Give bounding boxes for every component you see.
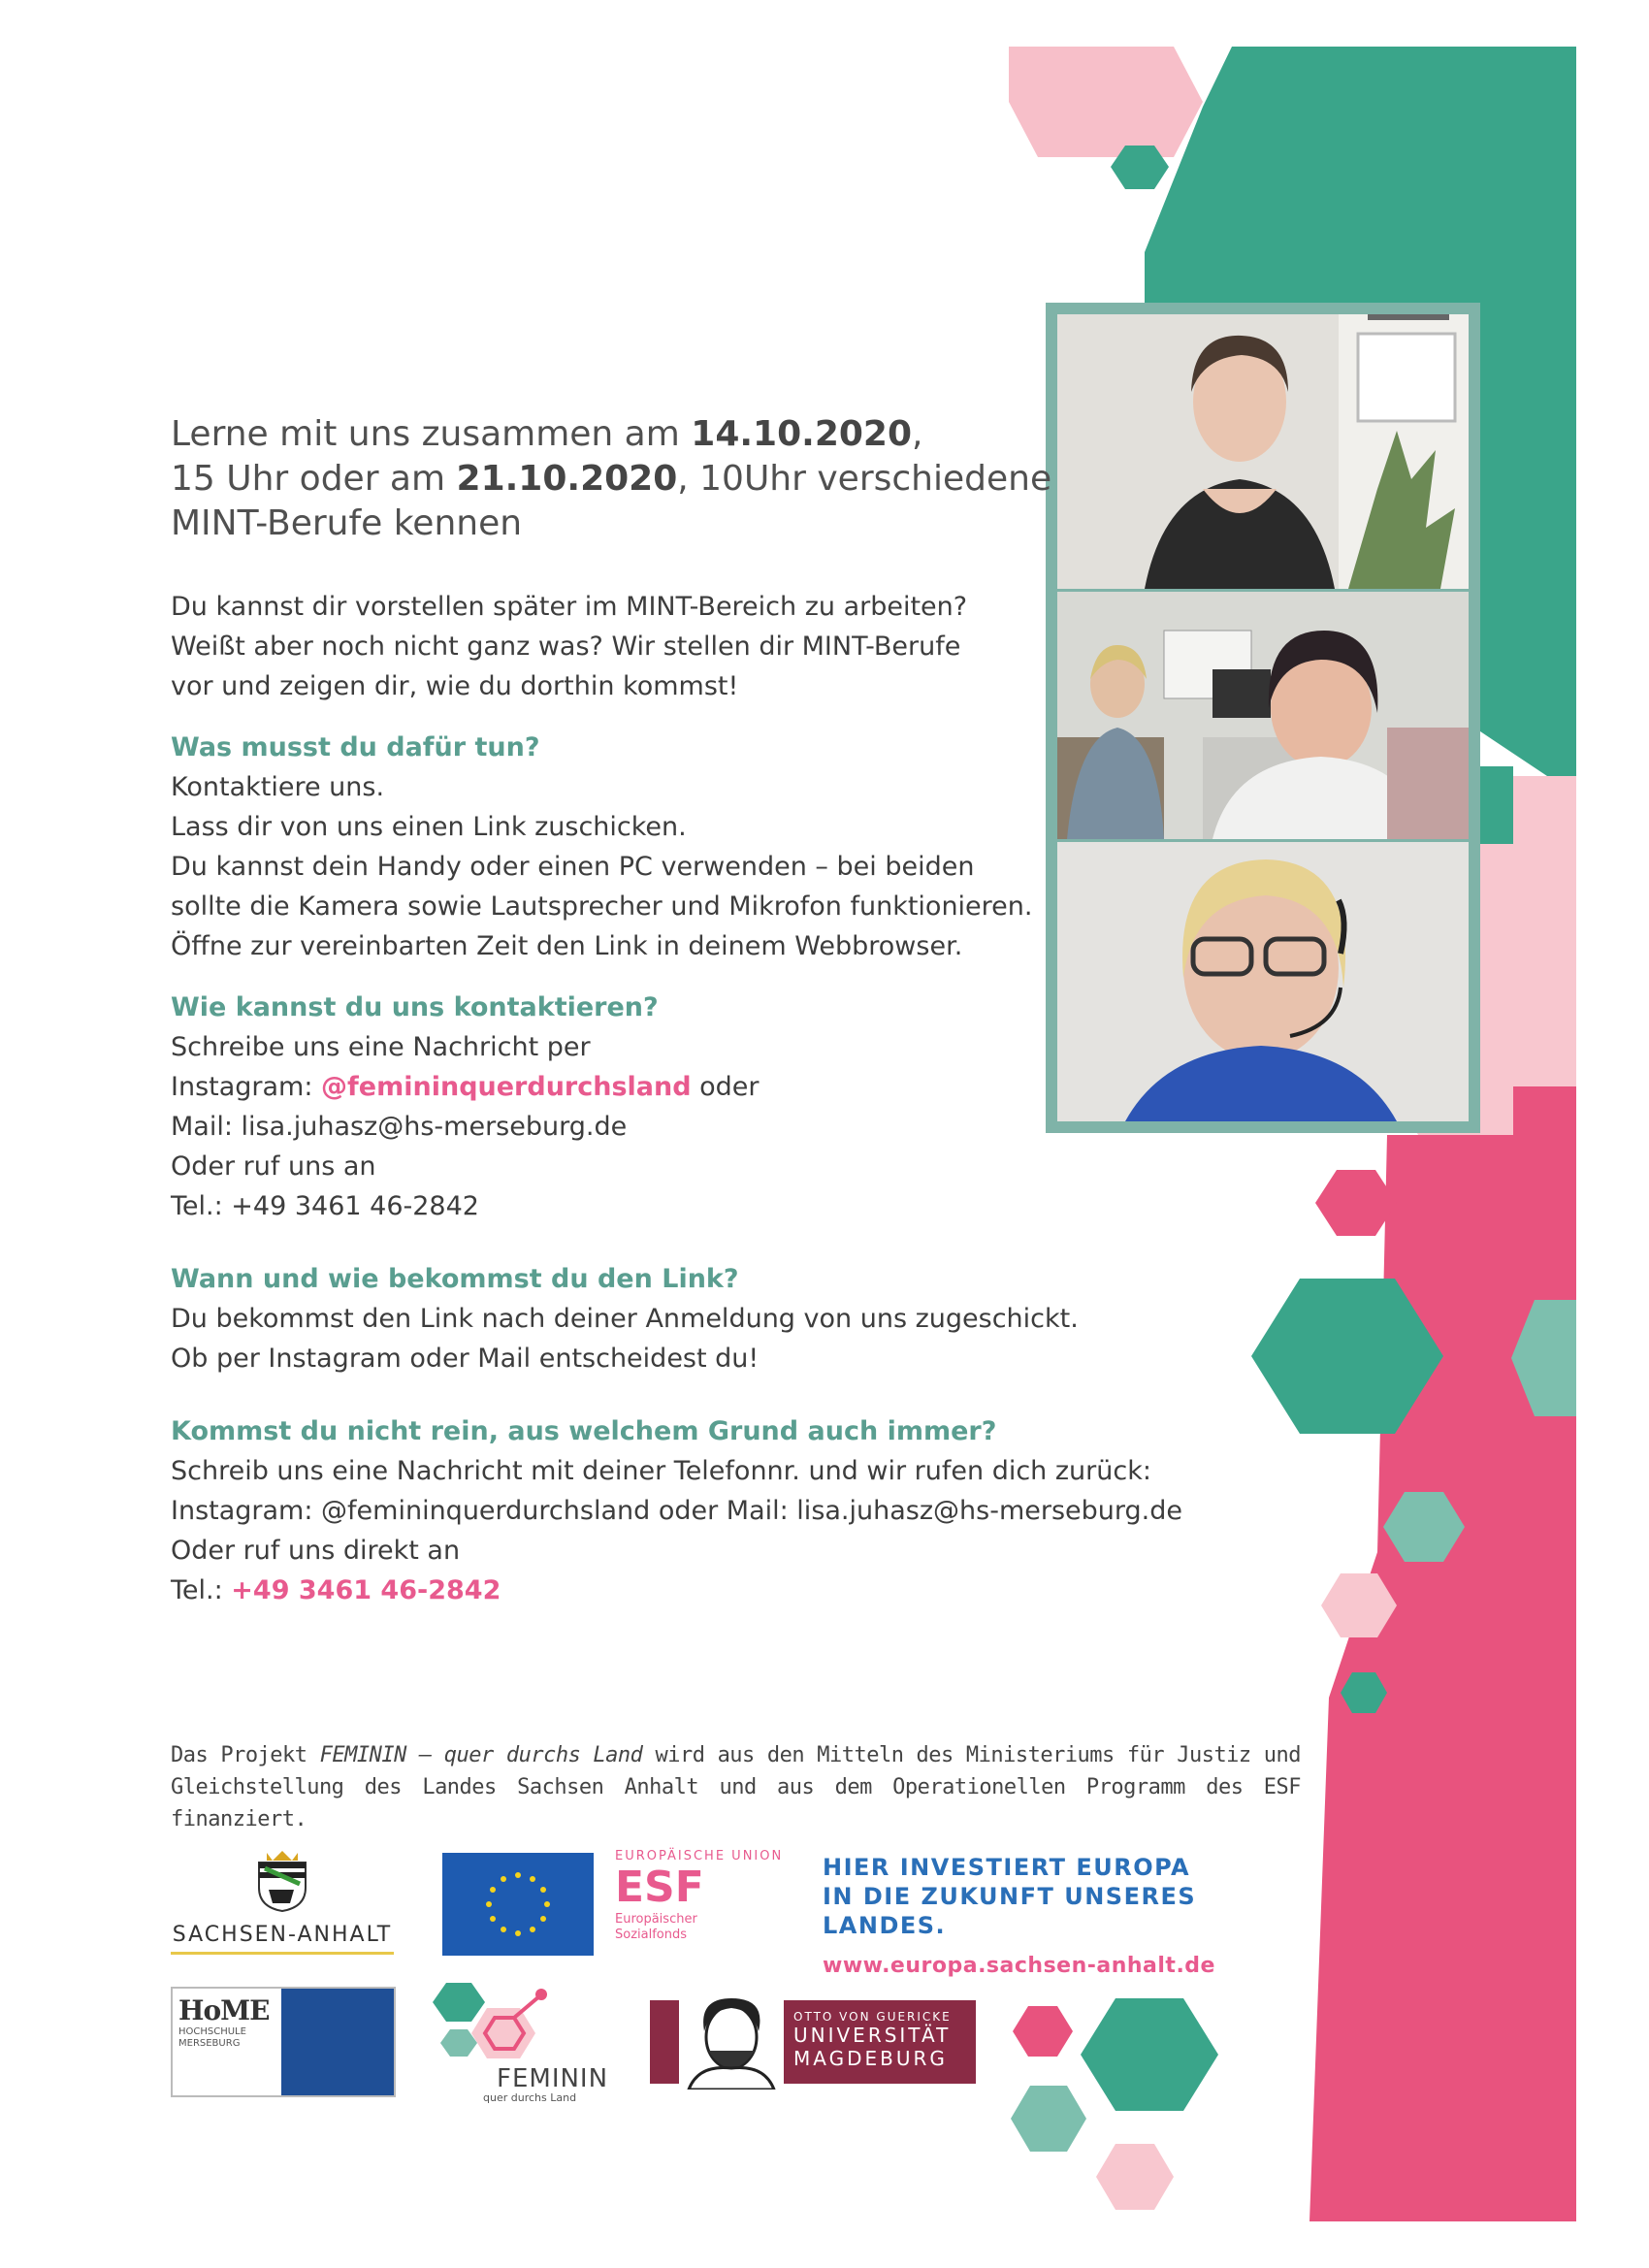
instagram-label: Instagram: <box>171 1072 322 1102</box>
page-title <box>171 412 1189 546</box>
hexagon-teal-bottom <box>1081 1998 1218 2111</box>
ovgu-text <box>793 2010 952 2070</box>
title-text: , 10Uhr verschiedene <box>677 459 1052 499</box>
section1-line: Kontaktiere uns. <box>171 772 385 802</box>
title-line-2 <box>171 457 1189 502</box>
instagram-line <box>171 1067 1189 1107</box>
hexagon-pink-right-edge <box>1513 1086 1576 1232</box>
section1-line: sollte die Kamera sowie Lautsprecher und Mikrofon funktionieren. <box>171 891 1033 922</box>
main-content <box>171 412 1189 1610</box>
section1-line: Du kannst dein Handy oder einen PC verwenden – bei beiden <box>171 852 975 882</box>
invest-line-1: HIER INVESTIERT EUROPA <box>823 1854 1191 1881</box>
home-sub-2: MERSEBURG <box>178 2038 241 2049</box>
esf-eu-label: EUROPÄISCHE UNION <box>615 1849 784 1863</box>
eu-flag-logo <box>442 1853 594 1956</box>
hexagon-pink-small <box>1315 1170 1397 1236</box>
feminin-hexagon-icon <box>433 1979 617 2066</box>
ovgu-line-2: UNIVERSITÄT <box>793 2024 952 2047</box>
feminin-label: FEMININ <box>497 2064 609 2093</box>
date-2: 21.10.2020 <box>456 459 678 499</box>
title-text: 15 Uhr oder am <box>171 459 457 499</box>
intro-line: vor und zeigen dir, wie du dorthin kommst! <box>171 671 739 701</box>
date-1: 14.10.2020 <box>691 414 913 454</box>
phone-label: Tel.: <box>171 1575 232 1605</box>
esf-sub-1: Europäischer <box>615 1912 697 1927</box>
hexagon-light-pink <box>1009 47 1203 157</box>
hexagon-light-pink-bottom <box>1096 2144 1174 2210</box>
funding-text: Das Projekt <box>171 1743 320 1767</box>
home-logo-text <box>173 1989 281 2095</box>
title-text: , <box>912 414 923 454</box>
home-title: HoME <box>178 1994 270 2026</box>
funding-text: wird aus den Mitteln des Ministeriums für Justiz und Gleichstellung des Landes Sachsen Anhalt und aus dem Operationellen Programm des ESF finanziert. <box>171 1743 1302 1831</box>
ovgu-line-1: OTTO VON GUERICKE <box>793 2010 952 2024</box>
section1-line: Lass dir von uns einen Link zuschicken. <box>171 812 687 842</box>
section1-line: Öffne zur vereinbarten Zeit den Link in deinem Webbrowser. <box>171 931 963 961</box>
esf-logo <box>615 1849 809 1956</box>
intro-paragraph <box>171 587 1189 706</box>
hexagon-teal-faded-bottom <box>1011 2086 1086 2152</box>
invest-line-2: IN DIE ZUKUNFT UNSERES LANDES. <box>823 1883 1197 1939</box>
section4-line: Oder ruf uns direkt an <box>171 1536 461 1566</box>
title-line-1 <box>171 412 1189 457</box>
contact-intro: Schreibe uns eine Nachricht per <box>171 1032 591 1062</box>
section-heading-contact: Wie kannst du uns kontaktieren? <box>171 992 659 1022</box>
phone-line[interactable]: Tel.: +49 3461 46-2842 <box>171 1191 479 1221</box>
section4-contact-line[interactable]: Instagram: @femininquerdurchsland oder Mail: lisa.juhasz@hs-merseburg.de <box>171 1496 1182 1526</box>
call-line: Oder ruf uns an <box>171 1151 376 1182</box>
title-line-3: MINT-Berufe kennen <box>171 503 523 543</box>
invest-url-link[interactable]: www.europa.sachsen-anhalt.de <box>823 1954 1215 1978</box>
eu-stars-icon <box>442 1853 594 1956</box>
coat-of-arms-icon <box>255 1849 309 1913</box>
section4-phone-line <box>171 1571 1189 1610</box>
sachsen-anhalt-label: SACHSEN-ANHALT <box>172 1923 393 1947</box>
phone-number-link[interactable]: +49 3461 46-2842 <box>231 1575 501 1605</box>
section3-line: Du bekommst den Link nach deiner Anmeldung von uns zugeschickt. <box>171 1304 1079 1334</box>
section-heading-cannot-join: Kommst du nicht rein, aus welchem Grund auch immer? <box>171 1416 997 1446</box>
esf-acronym: ESF <box>615 1863 704 1912</box>
title-text: Lerne mit uns zusammen am <box>171 414 692 454</box>
ovgu-line-3: MAGDEBURG <box>793 2047 948 2070</box>
esf-sub-2: Sozialfonds <box>615 1928 688 1942</box>
instagram-suffix: oder <box>691 1072 760 1102</box>
instagram-handle-link[interactable]: @femininquerdurchsland <box>321 1072 692 1102</box>
home-logo-blue-block <box>281 1989 394 2095</box>
europe-invest-slogan <box>823 1853 1327 1978</box>
section-heading-what-to-do: Was musst du dafür tun? <box>171 732 540 762</box>
mail-line[interactable]: Mail: lisa.juhasz@hs-merseburg.de <box>171 1112 628 1142</box>
project-name: FEMININ – quer durchs Land <box>319 1743 643 1767</box>
guericke-portrait-icon <box>679 1993 784 2090</box>
sachsen-anhalt-logo <box>171 1849 394 1956</box>
feminin-logo <box>433 1979 617 2107</box>
section3-line: Ob per Instagram oder Mail entscheidest du! <box>171 1344 760 1374</box>
intro-line: Du kannst dir vorstellen später im MINT-Bereich zu arbeiten? <box>171 592 968 622</box>
home-sub-1: HOCHSCHULE <box>178 2026 246 2037</box>
section4-line: Schreib uns eine Nachricht mit deiner Telefonnr. und wir rufen dich zurück: <box>171 1456 1151 1486</box>
divider <box>171 1952 394 1955</box>
section-heading-get-link: Wann und wie bekommst du den Link? <box>171 1264 739 1294</box>
intro-line: Weißt aber noch nicht ganz was? Wir stellen dir MINT-Berufe <box>171 632 961 662</box>
ovgu-magdeburg-logo <box>650 2000 976 2084</box>
hexagon-pink-bottom <box>1013 2006 1073 2057</box>
hochschule-merseburg-logo <box>171 1987 396 2097</box>
funding-statement <box>171 1739 1301 1835</box>
feminin-sub-label: quer durchs Land <box>483 2091 577 2104</box>
